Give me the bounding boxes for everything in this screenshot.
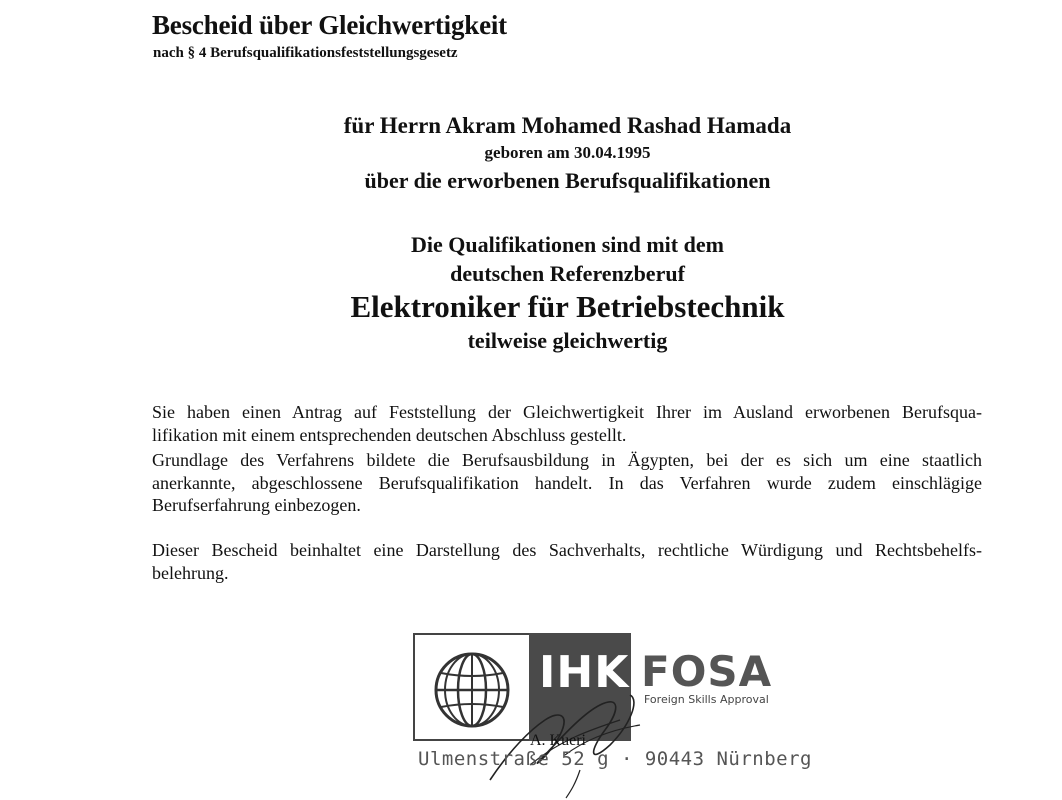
paragraph-line: Dieser Bescheid beinhaltet eine Darstellung des Sachverhalts, rechtliche Würdigung und Rechtsbehelfs- (152, 540, 982, 560)
recipient-birth-date: geboren am 30.04.1995 (484, 143, 651, 162)
document-subtitle: nach § 4 Berufsqualifikationsfeststellungsgesetz (153, 45, 458, 61)
fosa-tagline: Foreign Skills Approval (644, 693, 769, 706)
paragraph-line: belehrung. (152, 562, 229, 583)
document-title: Bescheid über Gleichwertigkeit (152, 10, 507, 40)
stamp-address: Ulmenstraße 52 g · 90443 Nürnberg (418, 748, 812, 770)
paragraph-line: lifikation mit einem entsprechenden deutschen Abschluss gestellt. (152, 424, 627, 445)
decision-line-1: Die Qualifikationen sind mit dem (411, 232, 724, 257)
handwritten-signature (470, 660, 690, 800)
fosa-logo-text: FOSA (641, 647, 773, 696)
signer-name: A. Kueri (530, 732, 586, 749)
paragraph-line: Grundlage des Verfahrens bildete die Berufsausbildung in Ägypten, bei der es sich um eine staatlich (152, 450, 982, 470)
recipient-about: über die erworbenen Berufsqualifikationen (364, 168, 771, 193)
paragraph-line: Sie haben einen Antrag auf Feststellung der Gleichwertigkeit Ihrer im Ausland erworbenen Berufsqua- (152, 402, 982, 422)
reference-profession: Elektroniker für Betriebstechnik (350, 289, 785, 324)
equivalence-status: teilweise gleichwertig (467, 328, 668, 353)
decision-line-2: deutschen Referenzberuf (450, 261, 685, 286)
paragraph-contents (152, 539, 982, 584)
paragraph-line: anerkannte, abgeschlossene Berufsqualifikation handelt. In das Verfahren wurde zudem einschlägige (152, 472, 982, 493)
ihk-logo-text: IHK (539, 647, 630, 698)
paragraph-basis (152, 449, 982, 517)
paragraph-line: Berufserfahrung einbezogen. (152, 495, 361, 515)
recipient-name: für Herrn Akram Mohamed Rashad Hamada (343, 113, 792, 138)
paragraph-application (152, 401, 982, 446)
